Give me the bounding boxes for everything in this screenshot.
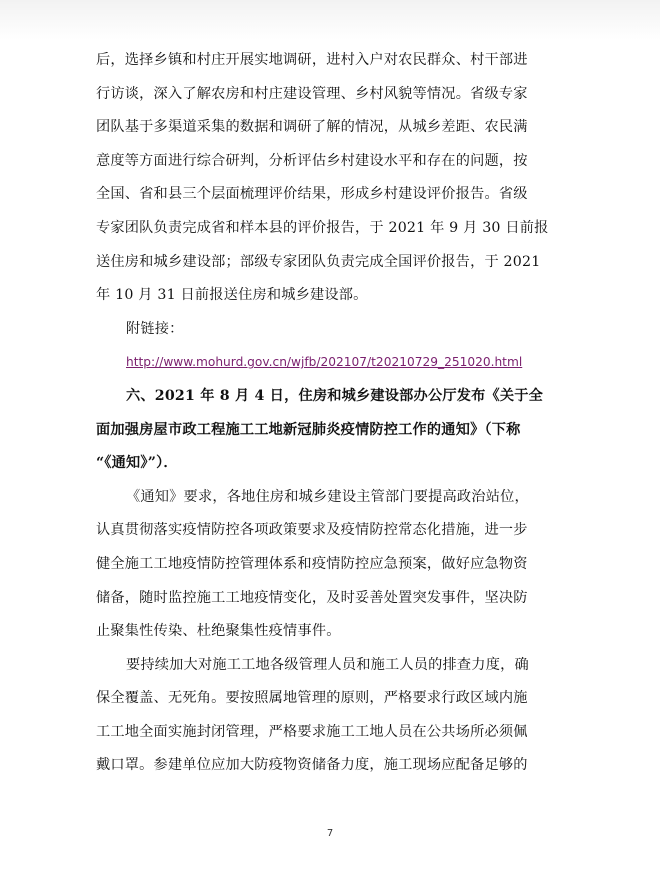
text-line: 要持续加大对施工工地各级管理人员和施工人员的排查力度，确 [126,656,529,673]
section-heading-6 [96,380,562,481]
heading-line: 面加强房屋市政工程施工工地新冠肺炎疫情防控工作的通知》（下称 [96,421,521,438]
text-line: 认真贯彻落实疫情防控各项政策要求及疫情防控常态化措施，进一步 [96,522,528,539]
attachment-label: 附链接： [126,320,184,337]
paragraph-screening [96,649,562,783]
text-line: 全国、省和县三个层面梳理评价结果，形成乡村建设评价报告。省级 [96,186,528,203]
attachment-link[interactable]: http://www.mohurd.gov.cn/wjfb/202107/t20210729_251020.html [126,355,523,370]
text-line: 团队基于多渠道采集的数据和调研了解的情况，从城乡差距、农民满 [96,119,528,136]
page-number: 7 [326,828,334,839]
text-line: 健全施工工地疫情防控管理体系和疫情防控应急预案，做好应急物资 [96,555,528,572]
text-line: 专家团队负责完成省和样本县的评价报告，于 2021 年 9 月 30 日前报 [96,219,549,236]
heading-line: “《通知》”）． [96,455,178,472]
text-line: 工工地全面实施封闭管理，严格要求施工工地人员在公共场所必须佩 [96,723,528,740]
text-line: 《通知》要求，各地住房和城乡建设主管部门要提高政治站位， [126,488,529,505]
text-line: 行访谈，深入了解农房和村庄建设管理、乡村风貌等情况。省级专家 [96,85,528,102]
text-line: 送住房和城乡建设部；部级专家团队负责完成全国评价报告，于 2021 [96,253,541,270]
text-line: 储备，随时监控施工工地疫情变化，及时妥善处置突发事件，坚决防 [96,589,528,606]
text-line: 保全覆盖、无死角。要按照属地管理的原则，严格要求行政区域内施 [96,690,528,707]
text-line: 止聚集性传染、杜绝聚集性疫情事件。 [96,623,341,640]
text-line: 意度等方面进行综合研判，分析评估乡村建设水平和存在的问题，按 [96,152,528,169]
page-content [96,44,562,783]
text-line: 年 10 月 31 日前报送住房和城乡建设部。 [96,287,368,304]
heading-line: 六、2021 年 8 月 4 日，住房和城乡建设部办公厅发布《关于全 [126,387,544,404]
text-line: 后，选择乡镇和村庄开展实地调研，进村入户对农民群众、村干部进 [96,52,528,68]
attachment-block [96,313,562,380]
paragraph-notice-requirements [96,481,562,649]
paragraph-evaluation [96,44,562,313]
text-line: 戴口罩。参建单位应加大防疫物资储备力度，施工现场应配备足够的 [96,757,528,774]
attachment-link-line [96,346,562,380]
